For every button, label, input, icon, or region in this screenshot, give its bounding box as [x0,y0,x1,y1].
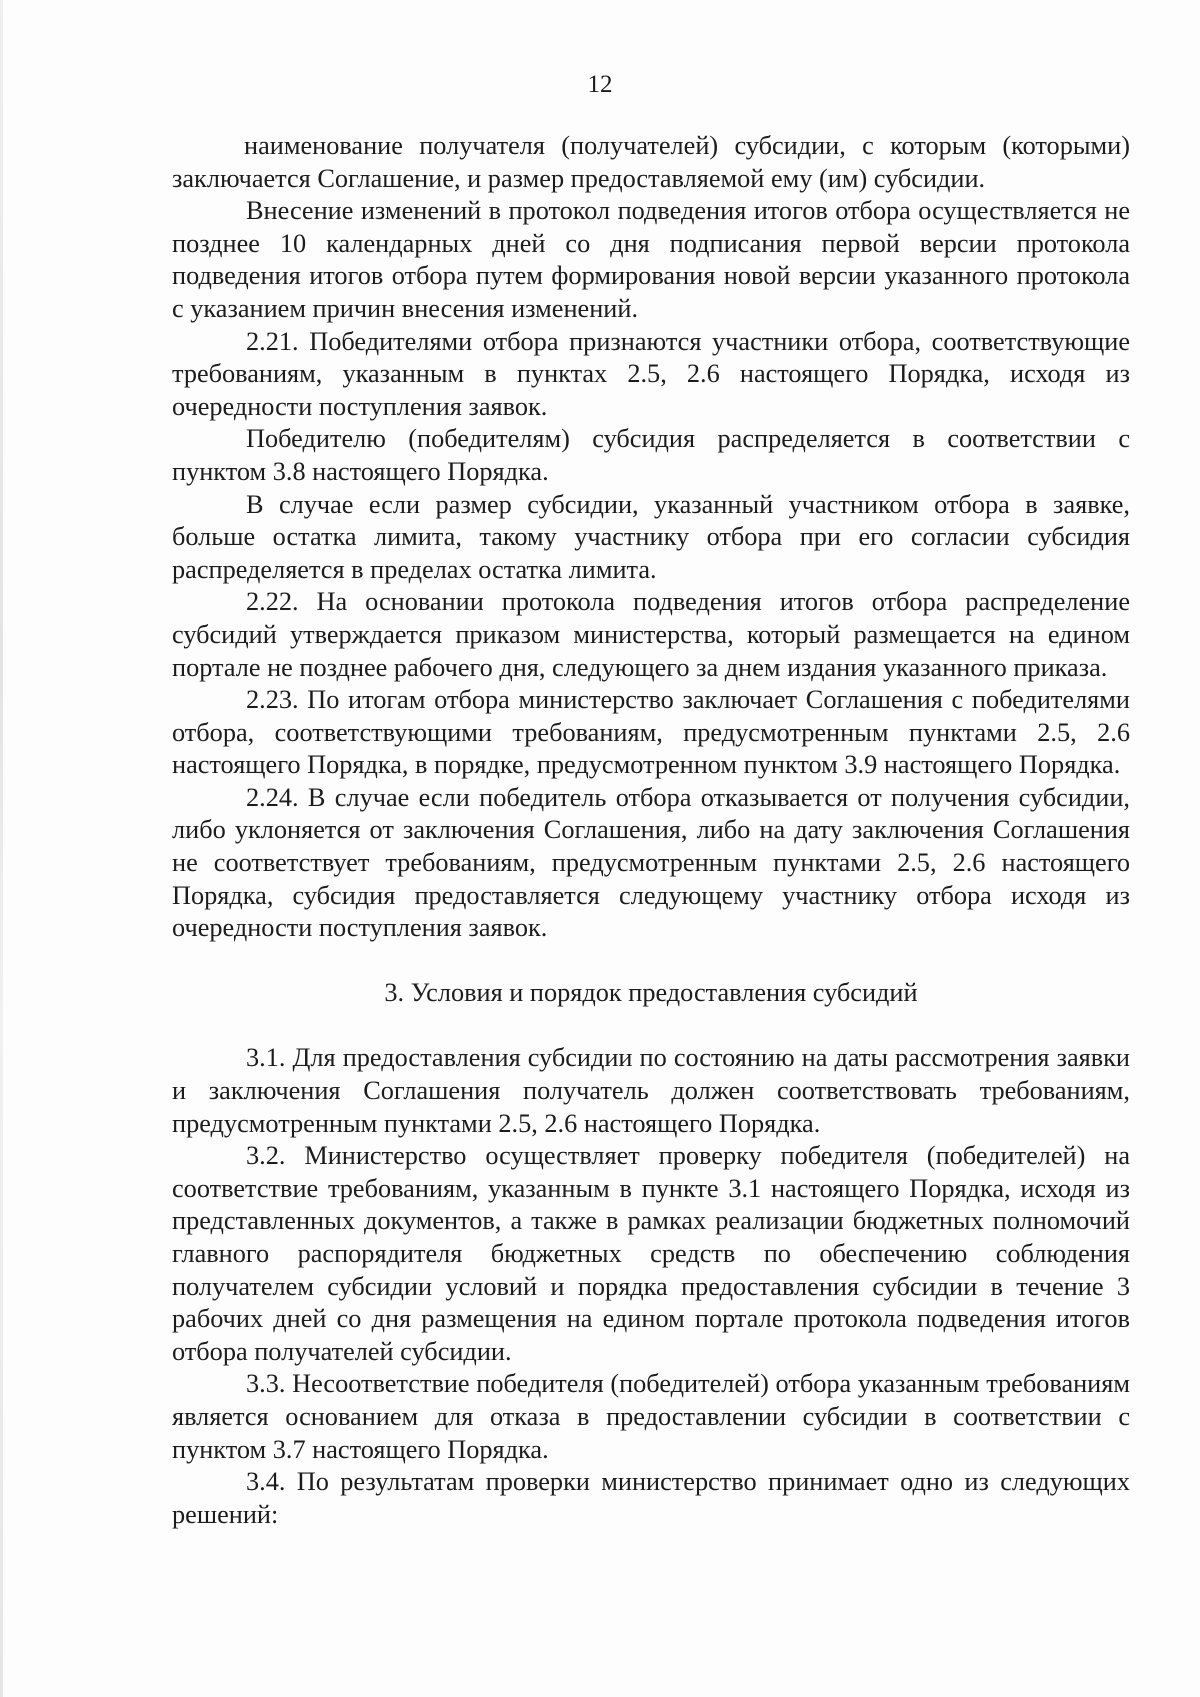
paragraph-recipient-name: наименование получателя (получателей) субсидии, с которым (которыми) заключается Соглашение, и размер предоставляемой ему (им) субсидии. [172,131,1130,193]
paragraph-protocol-changes: Внесение изменений в протокол подведения итогов отбора осуществляется не позднее 10 календарных дней со дня подписания первой версии протокола подведения итогов отбора путем формирования новой версии указанного протокола с указанием причин внесения изменений. [172,196,1130,323]
paragraph-3-3: 3.3. Несоответствие победителя (победителей) отбора указанным требованиям является основанием для отказа в предоставлении субсидии в соответствии с пунктом 3.7 настоящего Порядка. [172,1369,1130,1464]
spacer [172,1009,1130,1042]
spacer [172,945,1130,977]
section-title: 3. Условия и порядок предоставления субсидий [384,977,918,1007]
paragraph-limit-remainder: В случае если размер субсидии, указанный участником отбора в заявке, больше остатка лимита, такому участнику отбора при его согласии субсидия распределяется в пределах остатка лимита. [172,489,1130,584]
paragraph-winner-distribution: Победителю (победителям) субсидия распределяется в соответствии с пунктом 3.8 настоящего Порядка. [172,424,1130,486]
paragraph-2-23: 2.23. По итогам отбора министерство заключает Соглашения с победителями отбора, соответствующими требованиям, предусмотренным пунктами 2.5, 2.6 настоящего Порядка, в порядке, предусмотренном пунктом 3.9 настоящего Порядка. [172,685,1130,780]
paragraph-2-21: 2.21. Победителями отбора признаются участники отбора, соответствующие требованиям, указанным в пунктах 2.5, 2.6 настоящего Порядка, исходя из очередности поступления заявок. [172,326,1130,421]
scan-edge-shadow [0,0,3,1697]
document-body [172,130,1130,1531]
paragraph-3-4: 3.4. По результатам проверки министерство принимает одно из следующих решений: [172,1467,1130,1529]
paragraph-2-24: 2.24. В случае если победитель отбора отказывается от получения субсидии, либо уклоняется от заключения Соглашения, либо на дату заключения Соглашения не соответствует требованиям, предусмотренным пунктами 2.5, 2.6 настоящего Порядка, субсидия предоставляется следующему участнику отбора исходя из очередности поступления заявок. [172,782,1130,943]
page-number: 12 [587,71,613,98]
paragraph-3-1: 3.1. Для предоставления субсидии по состоянию на даты рассмотрения заявки и заключения Соглашения получатель должен соответствовать требованиям, предусмотренным пунктами 2.5, 2.6 настоящего Порядка. [172,1043,1130,1138]
paragraph-3-2: 3.2. Министерство осуществляет проверку победителя (победителей) на соответствие требованиям, указанным в пункте 3.1 настоящего Порядка, исходя из представленных документов, а также в рамках реализации бюджетных полномочий главного распорядителя бюджетных средств по обеспечению соблюдения получателем субсидии условий и порядка предоставления субсидии в течение 3 рабочих дней со дня размещения на едином портале протокола подведения итогов отбора получателей субсидии. [172,1141,1130,1366]
paragraph-2-22: 2.22. На основании протокола подведения итогов отбора распределение субсидий утверждается приказом министерства, который размещается на едином портале не позднее рабочего дня, следующего за днем издания указанного приказа. [172,587,1130,682]
